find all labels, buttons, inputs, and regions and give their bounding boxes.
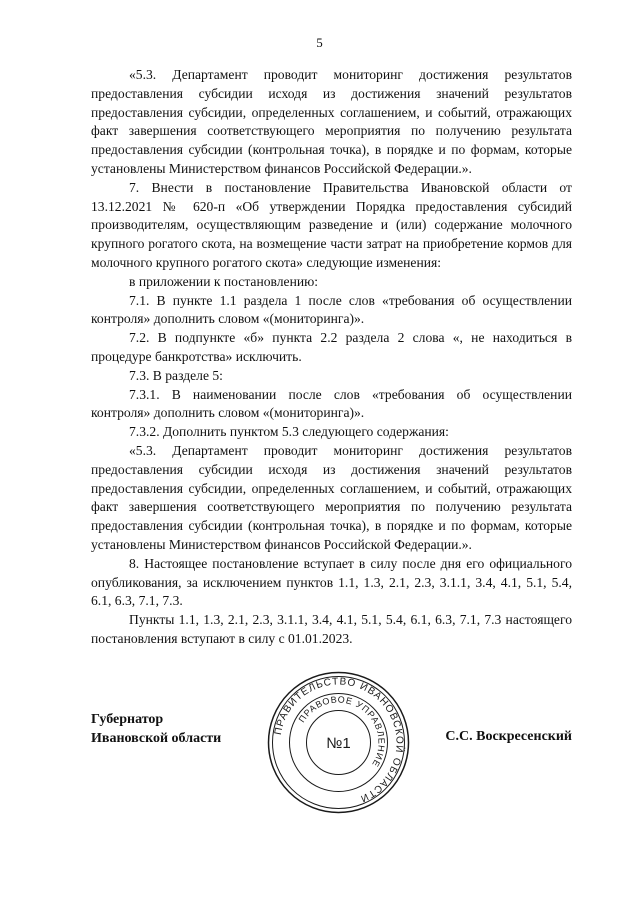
paragraph-annex: в приложении к постановлению: bbox=[129, 273, 319, 289]
paragraph-8: 8. Настоящее постановление вступает в силу после дня его официального опубликования, за исключением пунктов 1.1, 1.3, 2.1, 2.3, 3.1.1, 3.4, 4.1, 5.1, 5.4, 6.1, 6.3, 7.1, 7.3. bbox=[91, 555, 572, 609]
paragraph-7: 7. Внести в постановление Правительства Ивановской области от 13.12.2021 № 620-п «Об утверждении Порядка предоставления субсидий производителям, осуществляющим разведение и (или) содержание молочного крупного рогатого скота, на возмещение части затрат на приобретение кормов для молочного крупного рогатого скота» следующие изменения: bbox=[91, 179, 572, 270]
paragraph-7-2: 7.2. В подпункте «б» пункта 2.2 раздела 2 слова «, не находиться в процедуре банкротства» исключить. bbox=[91, 330, 572, 364]
seal-center-number: №1 bbox=[326, 735, 351, 752]
signatory-title-line2: Ивановской области bbox=[91, 731, 222, 746]
page-number: 5 bbox=[316, 35, 323, 50]
paragraph-5-3-second: «5.3. Департамент проводит мониторинг достижения результатов предоставления субсидии исходя из достижения значений результатов предоставления субсидии, определенных соглашением, и событий, отражающих факт завершения соответствующего мероприятия по получению результата предоставления субсидии (контрольная точка), в порядке и по формам, которые установлены Министерством финансов Российской Федерации.». bbox=[91, 442, 572, 552]
paragraph-7-3-2: 7.3.2. Дополнить пунктом 5.3 следующего содержания: bbox=[129, 424, 449, 440]
document-body bbox=[91, 66, 572, 649]
signatory-title-line1: Губернатор bbox=[91, 712, 164, 727]
paragraph-effective-date: Пункты 1.1, 1.3, 2.1, 2.3, 3.1.1, 3.4, 4.1, 5.1, 5.4, 6.1, 6.3, 7.1, 7.3 настоящего постановления вступают в силу с 01.01.2023. bbox=[91, 612, 572, 646]
paragraph-7-3-1: 7.3.1. В наименовании после слов «требования об осуществлении контроля» дополнить словом «(мониторинга)». bbox=[91, 386, 572, 421]
official-seal bbox=[266, 670, 411, 815]
seal-inner-text: ПРАВОВОЕ УПРАВЛЕНИЕ bbox=[296, 694, 387, 770]
paragraph-7-3: 7.3. В разделе 5: bbox=[129, 367, 223, 383]
seal-outer-text: ПРАВИТЕЛЬСТВО ИВАНОВСКОЙ ОБЛАСТИ bbox=[272, 676, 405, 805]
signer-name: С.С. Воскресенский bbox=[445, 729, 572, 744]
paragraph-5-3-first: «5.3. Департамент проводит мониторинг достижения результатов предоставления субсидии исходя из достижения значений результатов предоставления субсидии, определенных соглашением, и событий, отражающих факт завершения соответствующего мероприятия по получению результата предоставления субсидии (контрольная точка), в порядке и по формам, которые установлены Министерством финансов Российской Федерации.». bbox=[91, 67, 572, 176]
paragraph-7-1: 7.1. В пункте 1.1 раздела 1 после слов «требования об осуществлении контроля» дополнить словом «(мониторинга)». bbox=[91, 292, 572, 327]
signatory-title bbox=[91, 710, 221, 748]
